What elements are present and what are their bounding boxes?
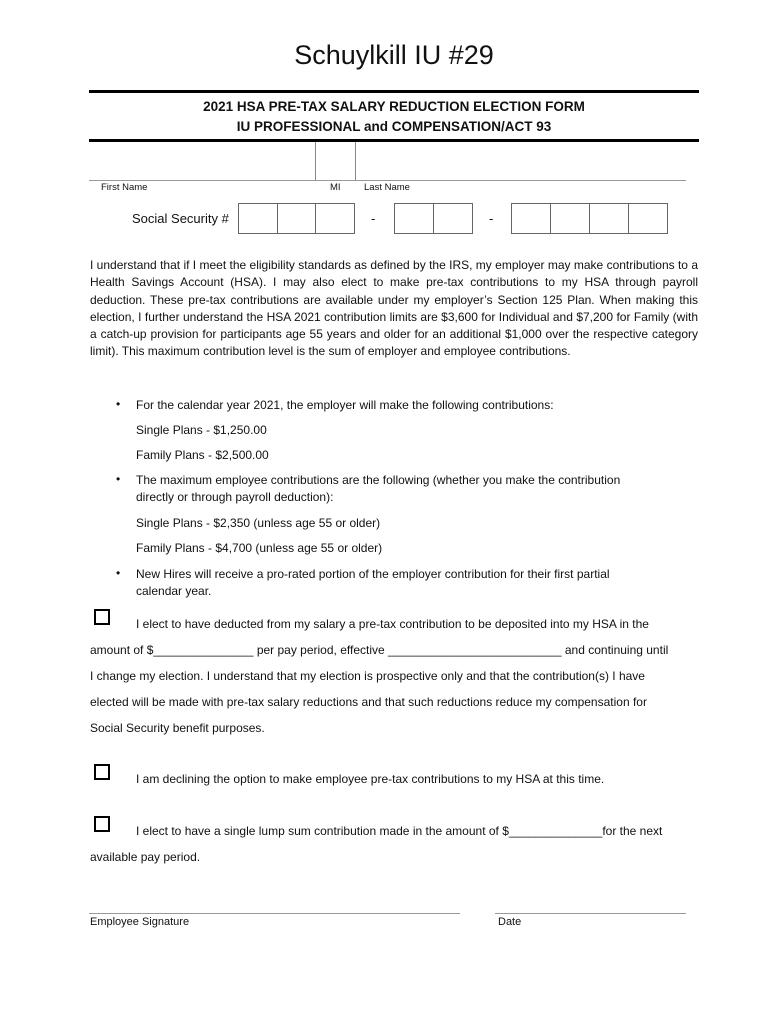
bullet-dot: •: [116, 566, 121, 580]
bullet-dot: •: [116, 397, 121, 411]
ssn-digit-7[interactable]: [550, 203, 590, 234]
date-line[interactable]: [495, 913, 686, 914]
ssn-digit-5[interactable]: [433, 203, 473, 234]
bullet-dot: •: [116, 472, 121, 486]
elect-deduction-line-2: amount of $_______________ per pay period, effective __________________________ and continuing until: [90, 643, 669, 657]
bullet-employee-max-line-1: The maximum employee contributions are the following (whether you make the contribution: [136, 473, 621, 487]
ssn-digit-1[interactable]: [238, 203, 278, 234]
middle-initial-field[interactable]: [316, 142, 354, 180]
elect-deduction-line-3: I change my election. I understand that my election is prospective only and that the contribution(s) I have: [90, 669, 645, 683]
ssn-digit-6[interactable]: [511, 203, 551, 234]
lump-sum-checkbox[interactable]: [94, 816, 110, 832]
ssn-digit-8[interactable]: [589, 203, 629, 234]
lump-sum-line-1: I elect to have a single lump sum contribution made in the amount of $______________for the next: [136, 824, 663, 838]
ssn-digit-3[interactable]: [315, 203, 355, 234]
first-name-field[interactable]: [89, 142, 315, 180]
elect-deduction-checkbox[interactable]: [94, 609, 110, 625]
top-rule: [89, 90, 699, 93]
ssn-dash-1: -: [371, 211, 376, 226]
last-name-label: Last Name: [364, 182, 410, 193]
bullet-new-hires-line-2: calendar year.: [136, 584, 212, 598]
decline-checkbox[interactable]: [94, 764, 110, 780]
organization-title: Schuylkill IU #29: [294, 40, 494, 70]
elect-deduction-line-4: elected will be made with pre-tax salary reductions and that such reductions reduce my compensation for: [90, 695, 647, 709]
ssn-dash-2: -: [489, 211, 494, 226]
employer-family-plan: Family Plans - $2,500.00: [136, 448, 269, 462]
mi-label: MI: [330, 182, 341, 193]
ssn-label: Social Security #: [132, 211, 229, 226]
employee-family-plan: Family Plans - $4,700 (unless age 55 or older): [136, 541, 383, 555]
employer-single-plan: Single Plans - $1,250.00: [136, 423, 267, 437]
elect-deduction-line-5: Social Security benefit purposes.: [90, 721, 265, 735]
elect-deduction-line-1: I elect to have deducted from my salary a pre-tax contribution to be deposited into my HSA in the: [136, 617, 649, 631]
name-divider-2: [355, 142, 356, 181]
bullet-new-hires-line-1: New Hires will receive a pro-rated portion of the employer contribution for their first partial: [136, 567, 610, 581]
form-title-line-2: IU PROFESSIONAL and COMPENSATION/ACT 93: [236, 119, 552, 134]
employee-signature-line[interactable]: [89, 913, 460, 914]
date-label: Date: [498, 916, 522, 928]
decline-text: I am declining the option to make employee pre-tax contributions to my HSA at this time.: [136, 772, 605, 786]
employee-signature-label: Employee Signature: [90, 916, 190, 928]
name-divider-1: [315, 142, 316, 181]
ssn-digit-2[interactable]: [277, 203, 316, 234]
ssn-digit-9[interactable]: [628, 203, 668, 234]
first-name-label: First Name: [101, 182, 148, 193]
form-title-line-1: 2021 HSA PRE-TAX SALARY REDUCTION ELECTION FORM: [203, 99, 585, 114]
bullet-employee-max-line-2: directly or through payroll deduction):: [136, 490, 334, 504]
bullet-employer-contributions: For the calendar year 2021, the employer will make the following contributions:: [136, 398, 554, 412]
last-name-field[interactable]: [356, 142, 686, 180]
intro-paragraph: I understand that if I meet the eligibility standards as defined by the IRS, my employer may make contributions to a Health Savings Account (HSA). I may also elect to make pre-tax contributions to my HSA through payroll deduction. These pre-tax contributions are available under my employer’s Section 125 Plan. When making this election, I further understand the HSA 2021 contribution limits are $3,600 for Individual and $7,200 for Family (with a catch-up provision for participants age 55 years and older for an additional $1,000 over the respective category limit). This maximum contribution level is the sum of employer and employee contributions.: [90, 258, 698, 359]
ssn-digit-4[interactable]: [394, 203, 434, 234]
lump-sum-line-2: available pay period.: [90, 850, 201, 864]
name-underline: [89, 180, 686, 181]
employee-single-plan: Single Plans - $2,350 (unless age 55 or older): [136, 516, 381, 530]
